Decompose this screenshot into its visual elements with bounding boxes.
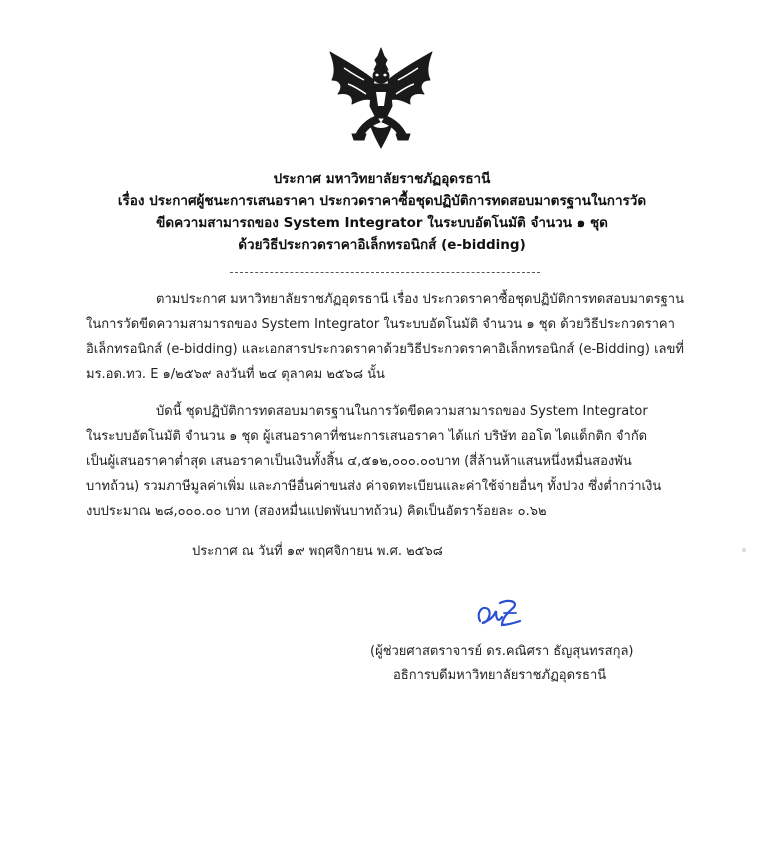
announce-date: ประกาศ ณ วันที่ ๑๙ พฤศจิกายน พ.ศ. ๒๕๖๘ — [192, 544, 443, 559]
signatory-title: อธิการบดีมหาวิทยาลัยราชภัฏอุดรธานี — [393, 668, 607, 683]
garuda-emblem-icon — [326, 46, 436, 150]
document-header — [80, 168, 684, 256]
paragraph-line: เป็นผู้เสนอราคาต่ำสุด เสนอราคาเป็นเงินทั้งสิ้น ๔,๕๑๒,๐๐๐.๐๐บาท (สี่ล้านห้าแสนหนึ่งหมื่นสองพัน — [86, 454, 632, 469]
paragraph-line: ในการวัดขีดความสามารถของ System Integrator ในระบบอัตโนมัติ จำนวน ๑ ชุด ด้วยวิธีประกวดราคา — [86, 317, 675, 332]
paragraph-line: ตามประกาศ มหาวิทยาลัยราชภัฏอุดรธานี เรื่อง ประกวดราคาซื้อชุดปฏิบัติการทดสอบมาตรฐาน — [156, 292, 684, 307]
subject-line-3: ด้วยวิธีประกวดราคาอิเล็กทรอนิกส์ (e-bidding) — [238, 237, 526, 253]
paragraph-line: มร.อด.ทว. E ๑/๒๕๖๙ ลงวันที่ ๒๔ ตุลาคม ๒๕๖๘ นั้น — [86, 367, 385, 382]
paragraph-line: ในระบบอัตโนมัติ จำนวน ๑ ชุด ผู้เสนอราคาที่ชนะการเสนอราคา ได้แก่ บริษัท ออโต ไดแด็กติก จำกัด — [86, 429, 648, 444]
paragraph-line: บัดนี้ ชุดปฏิบัติการทดสอบมาตรฐานในการวัดขีดความสามารถของ System Integrator — [156, 404, 648, 419]
scan-speck — [742, 548, 746, 552]
paragraph-line: งบประมาณ ๒๘,๐๐๐.๐๐ บาท (สองหมื่นแปดพันบาทถ้วน) คิดเป็นอัตราร้อยละ ๐.๖๒ — [86, 504, 547, 519]
subject-line-2: ขีดความสามารถของ System Integrator ในระบบอัตโนมัติ จำนวน ๑ ชุด — [156, 215, 608, 231]
paragraph-award — [86, 399, 686, 524]
subject-line-1: เรื่อง ประกาศผู้ชนะการเสนอราคา ประกวดราคาซื้อชุดปฏิบัติการทดสอบมาตรฐานในการวัด — [117, 193, 647, 209]
signature-image — [474, 595, 524, 631]
signatory-name: (ผู้ช่วยศาสตราจารย์ ดร.คณิศรา ธัญสุนทรสกุล) — [370, 644, 634, 659]
document-title: ประกาศ มหาวิทยาลัยราชภัฏอุดรธานี — [273, 171, 491, 187]
header-separator — [230, 272, 540, 273]
paragraph-reference — [86, 287, 686, 387]
paragraph-line: บาทถ้วน) รวมภาษีมูลค่าเพิ่ม และภาษีอื่นค่าขนส่ง ค่าจดทะเบียนและค่าใช้จ่ายอื่นๆ ทั้งปวง ซึ่งต่ำกว่าเงิน — [86, 479, 662, 494]
paragraph-line: อิเล็กทรอนิกส์ (e-bidding) และเอกสารประกวดราคาด้วยวิธีประกวดราคาอิเล็กทรอนิกส์ (e-Bidding) เลขที่ — [86, 342, 684, 357]
